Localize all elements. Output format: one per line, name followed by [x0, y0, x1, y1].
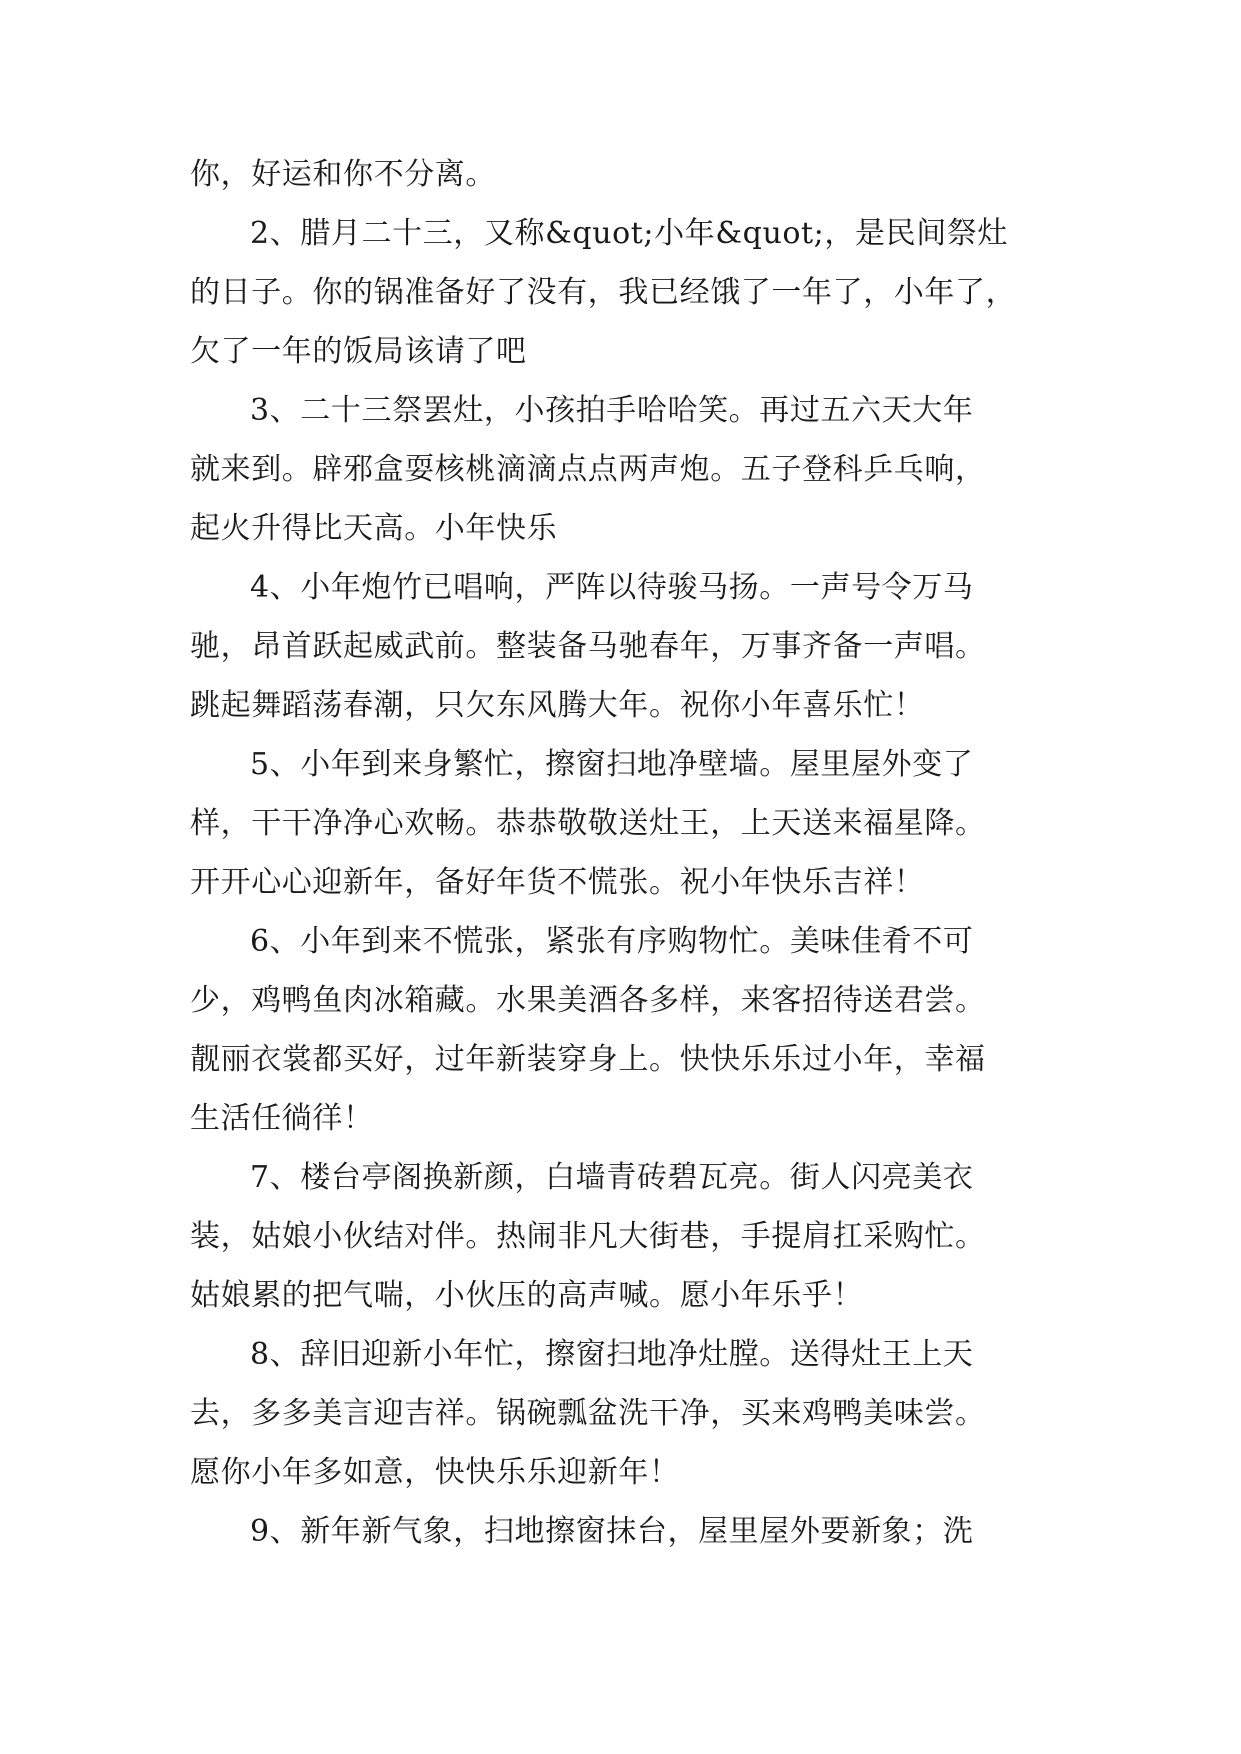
- text-line: 靓丽衣裳都买好，过年新装穿身上。快快乐乐过小年，幸福: [190, 1042, 986, 1077]
- text-line: 欠了一年的饭局该请了吧: [190, 334, 527, 369]
- text-line: 的日子。你的锅准备好了没有，我已经饿了一年了，小年了，: [190, 275, 1017, 310]
- paragraph-first-line: 5、小年到来身繁忙，擦窗扫地净壁墙。屋里屋外变了: [250, 747, 974, 782]
- text-line: 跳起舞蹈荡春潮，只欠东风腾大年。祝你小年喜乐忙！: [190, 688, 925, 723]
- document-body: [190, 158, 1070, 1574]
- text-line: 愿你小年多如意，快快乐乐迎新年！: [190, 1455, 680, 1490]
- paragraph-first-line: 6、小年到来不慌张，紧张有序购物忙。美味佳肴不可: [250, 924, 974, 959]
- paragraph-first-line: 7、楼台亭阁换新颜，白墙青砖碧瓦亮。街人闪亮美衣: [250, 1160, 974, 1195]
- text-line: 生活任徜徉！: [190, 1101, 374, 1136]
- text-line: 驰，昂首跃起威武前。整装备马驰春年，万事齐备一声唱。: [190, 629, 986, 664]
- paragraph-first-line: 3、二十三祭罢灶，小孩拍手哈哈笑。再过五六天大年: [250, 393, 974, 428]
- text-line: 你，好运和你不分离。: [190, 157, 496, 192]
- text-line: 装，姑娘小伙结对伴。热闹非凡大街巷，手提肩扛采购忙。: [190, 1219, 986, 1254]
- text-line: 姑娘累的把气喘，小伙压的高声喊。愿小年乐乎！: [190, 1278, 864, 1313]
- text-line: 样，干干净净心欢畅。恭恭敬敬送灶王，上天送来福星降。: [190, 806, 986, 841]
- paragraph-first-line: 4、小年炮竹已唱响，严阵以待骏马扬。一声号令万马: [250, 570, 974, 605]
- text-line: 少，鸡鸭鱼肉冰箱藏。水果美酒各多样，来客招待送君尝。: [190, 983, 986, 1018]
- paragraph-first-line: 2、腊月二十三，又称&quot;小年&quot;，是民间祭灶: [250, 216, 1008, 251]
- text-line: 起火升得比天高。小年快乐: [190, 511, 558, 546]
- text-line: 就来到。辟邪盒耍核桃滴滴点点两声炮。五子登科乒乓响，: [190, 452, 986, 487]
- paragraph-first-line: 8、辞旧迎新小年忙，擦窗扫地净灶膛。送得灶王上天: [250, 1337, 974, 1372]
- text-line: 去，多多美言迎吉祥。锅碗瓢盆洗干净，买来鸡鸭美味尝。: [190, 1396, 986, 1431]
- paragraph-first-line: 9、新年新气象，扫地擦窗抹台，屋里屋外要新象；洗: [250, 1514, 974, 1549]
- text-line: 开开心心迎新年，备好年货不慌张。祝小年快乐吉祥！: [190, 865, 925, 900]
